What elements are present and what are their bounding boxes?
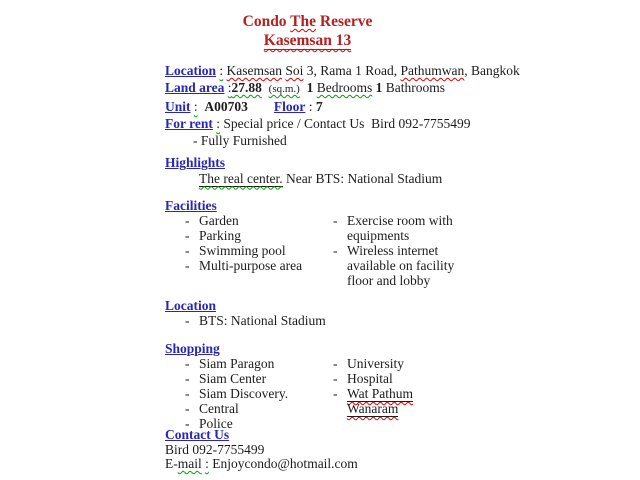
list-item-text (347, 386, 428, 416)
list-item (165, 213, 333, 228)
highlights-heading: Highlights (165, 155, 226, 170)
list-item-text: Multi-purpose area (199, 258, 303, 273)
text-segment: : (227, 80, 232, 95)
text-segment (300, 80, 307, 95)
list-item (333, 243, 483, 288)
for-rent-line (165, 115, 520, 132)
bullet-dash: - (333, 356, 338, 371)
furnished-line (165, 132, 520, 149)
list-item (333, 213, 483, 243)
text-segment: Land area (165, 80, 225, 95)
text-segment: Wat Pathum Wanaram (347, 386, 414, 416)
text-segment: The real center. (199, 170, 283, 186)
facilities-heading: Facilities (165, 198, 217, 213)
list-item-text: Siam Center (199, 371, 267, 386)
bullet-dash: - (333, 371, 338, 386)
bullet-dash: - (185, 386, 190, 401)
text-segment: Bedrooms (316, 80, 373, 95)
text-segment: Condo (242, 13, 291, 30)
location-heading: Location (165, 298, 217, 313)
shopping-section (165, 341, 428, 431)
text-segment: Enjoycondo@hotmail.com (208, 456, 358, 471)
list-item (165, 356, 333, 371)
text-segment: 1 (375, 80, 383, 95)
text-segment: Soi (285, 63, 304, 78)
shopping-list-right (333, 356, 428, 431)
text-segment: Near BTS: National Stadium (282, 170, 443, 186)
shopping-list-left (165, 356, 333, 431)
highlights-section (165, 155, 442, 186)
text-segment: (sq.m.) (268, 83, 300, 95)
list-item-text: Hospital (347, 371, 393, 386)
list-item-text: Police (199, 416, 233, 431)
list-item-text: Siam Discovery. (199, 386, 289, 401)
list-item (165, 313, 333, 328)
contact-phone: Bird 092-7755499 (165, 441, 265, 457)
text-segment: - Fully Furnished (193, 133, 287, 148)
text-segment: Floor (273, 99, 306, 114)
text-segment: 3, Rama 1 Road, (303, 63, 401, 78)
list-item (333, 371, 428, 386)
title-line-2 (165, 31, 450, 50)
text-segment: A00703 (204, 99, 248, 114)
shopping-heading: Shopping (165, 341, 220, 356)
list-item (333, 386, 428, 416)
title-line-1 (165, 12, 450, 31)
bullet-dash: - (185, 371, 190, 386)
text-segment: Unit (165, 99, 191, 114)
bullet-dash: - (185, 416, 190, 431)
text-segment: The (290, 13, 316, 30)
bullet-dash: - (185, 243, 190, 258)
location-list (165, 313, 333, 328)
bullet-dash: - (185, 228, 190, 243)
text-segment: : (193, 99, 198, 114)
text-segment: : (219, 63, 224, 78)
text-segment: 7 (315, 99, 323, 114)
list-item-text: Swimming pool (199, 243, 286, 258)
text-segment: : (305, 99, 316, 114)
list-item (165, 371, 333, 386)
shopping-columns (165, 356, 428, 431)
property-info-section (165, 62, 520, 149)
text-segment: Pathumwan (400, 63, 465, 78)
list-item-text: Wireless internet available on facility floor and lobby (347, 243, 455, 288)
list-item-text: BTS: National Stadium (199, 313, 326, 328)
text-segment: Kasemsan 13 (263, 32, 352, 49)
unit-floor-line (165, 98, 520, 115)
list-item (165, 401, 333, 416)
facilities-list-right (333, 213, 483, 288)
bullet-dash: - (333, 213, 338, 228)
list-item-text: Central (199, 401, 239, 416)
contact-heading: Contact Us (165, 427, 230, 442)
bullet-dash: - (185, 313, 190, 328)
text-segment (262, 80, 269, 95)
text-segment: mail (177, 456, 202, 471)
bullet-dash: - (333, 243, 338, 258)
document-title (165, 12, 450, 50)
list-item-text: Garden (199, 213, 239, 228)
list-item-text: Exercise room with equipments (347, 213, 453, 243)
bullet-dash: - (185, 356, 190, 371)
text-segment: Kasemsan (226, 63, 283, 78)
list-item-text: Parking (199, 228, 241, 243)
facilities-section (165, 198, 483, 288)
list-item (165, 386, 333, 401)
land-area-line (165, 79, 520, 98)
facilities-list-left (165, 213, 333, 288)
text-segment: Bathrooms (382, 80, 445, 95)
contact-section (165, 428, 358, 472)
bullet-dash: - (333, 386, 338, 401)
text-segment: : (205, 456, 209, 471)
text-segment: E- (165, 456, 178, 471)
location-section (165, 298, 333, 328)
text-segment: Special price / Contact Us Bird 092-7755499 (220, 116, 471, 131)
list-item (165, 228, 333, 243)
highlights-line (165, 171, 442, 187)
location-line (165, 62, 520, 79)
list-item-text: Siam Paragon (199, 356, 275, 371)
list-item (333, 356, 428, 371)
text-segment: : (216, 116, 221, 131)
text-segment: For rent (165, 116, 213, 131)
facilities-columns (165, 213, 483, 288)
text-segment: , Bangkok (464, 63, 520, 78)
text-segment: 27.88 (231, 80, 262, 95)
text-segment: Reserve (316, 13, 373, 30)
contact-email-line (165, 457, 358, 472)
text-segment (248, 98, 274, 115)
bullet-dash: - (185, 213, 190, 228)
bullet-dash: - (185, 401, 190, 416)
list-item-text: University (347, 356, 404, 371)
list-item (165, 243, 333, 258)
list-item (165, 258, 333, 273)
text-segment: 1 (306, 80, 314, 95)
bullet-dash: - (185, 258, 190, 273)
text-segment: Location (165, 63, 217, 78)
